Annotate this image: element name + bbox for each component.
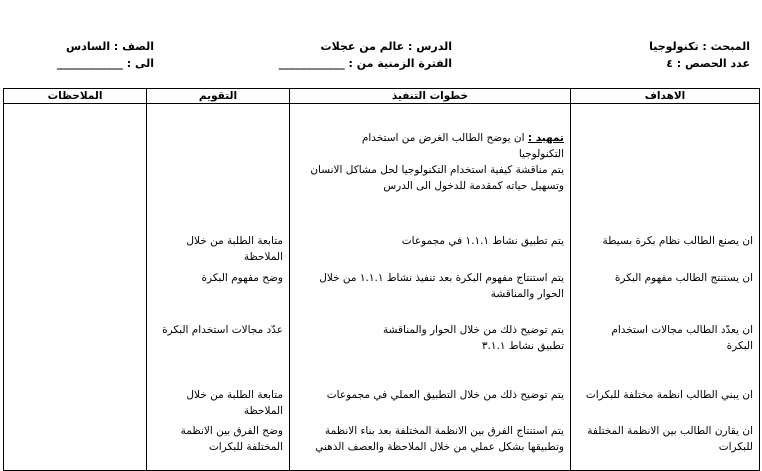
grade-label: الصف : السادس (66, 40, 154, 53)
objective-3: ان يعدّد الطالب مجالات استخدام البكرة (611, 324, 753, 352)
evaluation-2: وضح مفهوم البكرة (201, 272, 283, 284)
intro-label: تمهيد : (527, 132, 564, 144)
intro-block: تمهيد : ان يوضح الطالب الغرض من استخدام التكنولوجيا يتم مناقشة كيفية استخدام التكنولوجيا لحل مشاكل الانسان وتسهيل حياته كمقدمة للدخول الى الدرس (310, 132, 564, 192)
objective-4: ان يبني الطالب انظمة مختلفة للبكرات (585, 389, 753, 401)
objective-1: ان يصنع الطالب نظام بكرة بسيطة (602, 235, 753, 247)
step-4: يتم توضيح ذلك من خلال التطبيق العملي في مجموعات (326, 389, 564, 401)
notes-header: الملاحظات (4, 89, 147, 104)
evaluation-header: التقويم (147, 89, 290, 104)
lesson-title: الدرس : عالم من عجلات (320, 40, 452, 53)
step-2: يتم استنتاج مفهوم البكرة بعد تنفيذ نشاط ١.١.١ من خلال الحوار والمناقشة (319, 272, 564, 300)
evaluation-4: متابعة الطلبة من خلال الملاحظة (186, 389, 283, 417)
objectives-header: الاهداف (571, 89, 760, 104)
lesson-plan-table (3, 88, 760, 471)
objective-5: ان يقارن الطالب بين الانظمة المختلفة للبكرات (587, 425, 753, 453)
steps-column (290, 104, 571, 471)
evaluation-5: وضح الفرق بين الانظمة المختلفة للبكرات (180, 425, 283, 453)
step-3: يتم توضيح ذلك من خلال الحوار والمناقشة تطبيق نشاط ٣.١.١ (383, 324, 564, 352)
subject-label: المبحث : تكنولوجيا (649, 40, 750, 53)
steps-header: خطوات التنفيذ (290, 89, 571, 104)
time-period-label: الفترة الزمنية من : ____________ (278, 57, 452, 70)
evaluation-column (147, 104, 290, 471)
evaluation-1: متابعة الطلبة من خلال الملاحظة (186, 235, 283, 263)
step-5: يتم استنتاج الفرق بين الانظمة المختلفة بعد بناء الانظمة وتطبيقها بشكل عملي من خلال الملاحظة والعصف الذهني (315, 425, 564, 453)
objective-2: ان يستنتج الطالب مفهوم البكرة (614, 272, 753, 284)
step-1: يتم تطبيق نشاط ١.١.١ في مجموعات (401, 235, 564, 247)
to-date-label: الى : ____________ (56, 57, 154, 70)
table-body-row (4, 104, 760, 471)
evaluation-3: عدّد مجالات استخدام البكرة (162, 324, 283, 336)
table-header-row (4, 89, 760, 104)
periods-count-label: عدد الحصص : ٤ (666, 57, 750, 70)
objectives-column (571, 104, 760, 471)
notes-column (4, 104, 147, 471)
